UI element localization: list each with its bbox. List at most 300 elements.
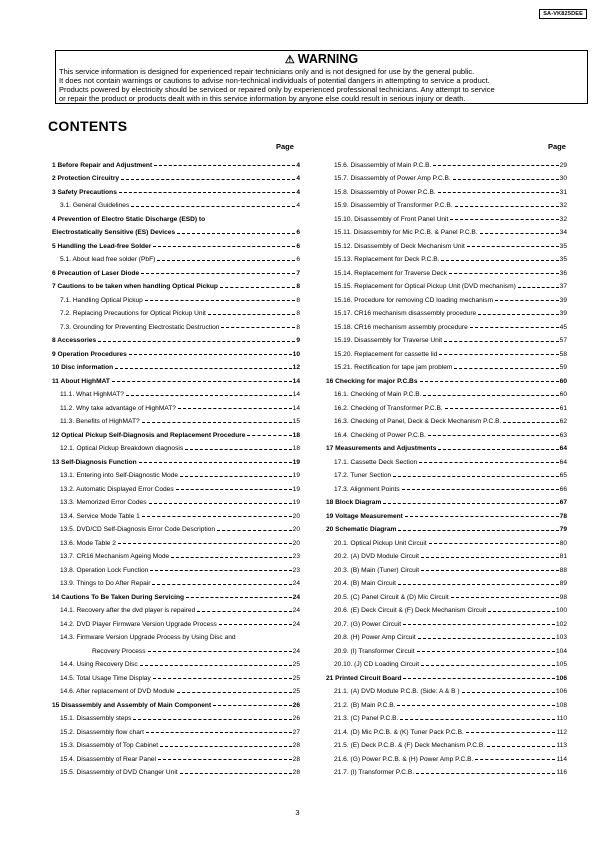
toc-entry[interactable] [52,371,300,385]
toc-leader [398,530,558,531]
toc-entry-page: 102 [555,620,567,628]
toc-entry[interactable] [52,655,300,669]
toc-entry-title: 12 Optical Pickup Self-Diagnosis and Replacement Procedure [52,431,246,439]
toc-entry-title: 20.3. (B) Main (Tuner) Circuit [334,566,420,574]
toc-leader [421,570,559,571]
toc-entry[interactable] [326,547,567,561]
toc-entry-page: 29 [559,161,567,169]
toc-entry-title: 10 Disc information [52,364,114,371]
toc-leader [115,368,291,369]
toc-entry[interactable] [326,263,567,277]
warning-box [55,50,588,104]
toc-leader [495,300,559,301]
toc-entry-title: 15 Disassembly and Assembly of Main Component [52,701,212,709]
toc-entry-title: 17.2. Tuner Section [334,472,392,479]
toc-entry[interactable] [326,722,567,736]
toc-leader [133,719,291,720]
toc-entry-page: 15 [292,418,300,425]
toc-left-column [52,155,300,776]
toc-entry[interactable] [52,493,300,507]
toc-entry[interactable] [326,736,567,750]
toc-entry-title: 21.3. (C) Panel P.C.B. [334,715,399,722]
page-header-left: Page [276,142,294,151]
toc-entry-page: 35 [559,242,567,250]
toc-entry[interactable] [52,196,300,210]
toc-leader [219,624,292,625]
toc-entry[interactable] [52,277,300,291]
toc-leader [98,341,295,342]
toc-entry-page: 57 [559,337,567,344]
toc-entry-title: 21.2. (B) Main P.C.B. [334,701,396,709]
toc-entry[interactable] [52,668,300,682]
toc-leader [177,233,295,234]
toc-entry-page: 6 [296,229,300,236]
toc-entry-title: 15.2. Disassembly flow chart [60,728,144,736]
toc-leader [180,476,292,477]
toc-entry-page: 8 [296,296,300,304]
toc-entry[interactable] [326,155,567,169]
toc-leader [157,260,295,261]
toc-entry-title: 15.1. Disassembly steps [60,715,132,722]
toc-entry[interactable] [52,520,300,534]
toc-entry-page: 19 [292,499,300,506]
toc-leader [383,503,558,504]
toc-entry-title: Recovery Process [92,647,146,655]
toc-entry[interactable] [326,290,567,304]
toc-entry[interactable] [52,587,300,601]
toc-leader [213,705,292,706]
toc-entry[interactable] [326,236,567,250]
warning-line: or repair the product or products dealt with in this service information by anyone else could result in serious injury or death. [59,94,466,103]
toc-entry[interactable] [52,533,300,547]
toc-entry-page: 23 [292,553,300,560]
toc-entry[interactable] [52,682,300,696]
toc-leader [450,219,558,220]
toc-entry[interactable] [52,317,300,331]
toc-entry[interactable] [326,169,567,183]
toc-entry-title: 13.9. Things to Do After Repair [60,580,151,587]
toc-leader [423,395,558,396]
toc-entry-title: 14.6. After replacement of DVD Module [60,688,175,695]
toc-leader [150,570,291,571]
toc-entry-page: 60 [559,391,567,398]
toc-leader [131,206,295,207]
toc-entry-title: 2 Protection Circuitry [52,175,120,182]
toc-entry[interactable] [326,182,567,196]
toc-leader [402,489,559,490]
toc-leader [403,678,555,679]
toc-entry[interactable] [52,155,300,169]
toc-entry[interactable] [326,709,567,723]
toc-entry[interactable] [326,587,567,601]
toc-entry-title: 15.17. CR16 mechanism disassembly procedure [334,310,477,317]
toc-entry-page: 78 [559,512,567,520]
toc-entry-page: 64 [559,458,567,466]
toc-entry[interactable] [326,452,567,466]
toc-entry[interactable] [52,452,300,466]
toc-leader [142,516,292,517]
toc-entry[interactable] [52,385,300,399]
toc-entry-page: 10 [292,350,300,358]
toc-leader [145,300,295,301]
toc-entry-page: 20 [292,526,300,533]
toc-entry[interactable] [326,331,567,345]
toc-entry[interactable] [326,574,567,588]
toc-entry-title: 15.9. Disassembly of Transformer P.C.B. [334,202,453,209]
toc-entry-title: 17.1. Cassette Deck Section [334,458,418,466]
toc-entry-page: 26 [292,715,300,722]
toc-entry[interactable] [326,749,567,763]
toc-entry[interactable] [326,601,567,615]
toc-entry[interactable] [52,439,300,453]
toc-entry-title: 21.7. (I) Transformer P.C.B. [334,769,415,776]
toc-entry-page: 67 [559,499,567,506]
toc-entry[interactable] [326,641,567,655]
toc-entry-title: 15.5. Disassembly of DVD Changer Unit [60,769,178,776]
toc-entry-title: 21 Printed Circuit Board [326,674,402,682]
toc-entry-title: 16.2. Checking of Transformer P.C.B. [334,404,443,412]
toc-entry[interactable] [326,209,567,223]
toc-entry-title: 3.1. General Guidelines [60,202,130,209]
toc-entry-title: 15.10. Disassembly of Front Panel Unit [334,215,449,223]
toc-entry[interactable] [326,479,567,493]
toc-entry-title: 15.20. Replacement for cassette lid [334,350,438,358]
toc-entry-page: 98 [559,593,567,601]
toc-entry-page: 32 [559,202,567,209]
toc-entry[interactable] [52,250,300,264]
toc-entry-page: 103 [555,634,567,641]
toc-entry[interactable] [52,209,300,223]
toc-leader [470,327,559,328]
toc-entry-page: 110 [556,715,567,722]
toc-leader [153,678,292,679]
toc-entry-title: 15.12. Disassembly of Deck Mechanism Unit [334,242,465,250]
warning-triangle-icon: ⚠ [284,54,295,66]
toc-entry[interactable] [326,628,567,642]
toc-leader [403,624,555,625]
toc-entry-title: 15.4. Disassembly of Rear Panel [60,755,157,763]
toc-entry[interactable] [52,466,300,480]
toc-leader [119,192,295,193]
toc-entry-title: 14.2. DVD Player Firmware Version Upgrade Process [60,620,217,628]
toc-leader [153,246,295,247]
toc-entry-title: 4 Prevention of Electro Static Discharge (ESD) to [52,215,206,223]
toc-entry-title: 15.21. Rectification for tape jam problem [334,364,453,371]
toc-entry-title: 21.6. (G) Power P.C.B. & (H) Power Amp P.C.B. [334,755,474,763]
toc-entry-title: 20.10. (J) CD Loading Circuit [334,661,420,668]
toc-leader [429,543,559,544]
toc-leader [400,719,555,720]
toc-leader [118,543,292,544]
toc-entry-page: 7 [296,269,300,277]
toc-entry[interactable] [326,412,567,426]
toc-entry-page: 18 [292,445,300,452]
toc-entry[interactable] [52,722,300,736]
toc-entry-title: 20.8. (H) Power Amp Circuit [334,634,416,641]
toc-entry-page: 28 [292,755,300,763]
toc-entry-page: 39 [559,296,567,304]
toc-entry-page: 19 [292,458,300,466]
toc-entry-page: 24 [292,580,300,587]
toc-entry-page: 37 [559,283,567,290]
toc-entry[interactable] [326,668,567,682]
toc-leader [186,597,292,598]
toc-leader [462,692,555,693]
toc-leader [129,354,292,355]
toc-entry-page: 12 [292,364,300,371]
toc-entry-title: 17 Measurements and Adjustments [326,445,437,452]
toc-entry-page: 89 [559,580,567,587]
toc-entry-title: 15.6. Disassembly of Main P.C.B. [334,161,432,169]
toc-entry-title: 16.3. Checking of Panel, Deck & Deck Mechanism P.C.B. [334,418,502,425]
toc-leader [441,260,558,261]
toc-entry-title: 15.16. Procedure for removing CD loading mechanism [334,296,494,304]
toc-entry[interactable] [326,250,567,264]
toc-leader [126,395,292,396]
toc-entry-page: 116 [556,769,567,776]
toc-entry[interactable] [52,506,300,520]
toc-entry[interactable] [52,223,300,237]
toc-leader [112,381,292,382]
toc-entry-title: 20.5. (C) Panel Circuit & (D) Mic Circuit [334,593,449,601]
toc-leader [177,692,292,693]
toc-leader [180,773,292,774]
toc-leader [141,273,295,274]
toc-entry-title: 15.3. Disassembly of Top Cabinet [60,742,159,749]
toc-entry-title: 15.15. Replacement for Optical Pickup Unit (DVD mechanism) [334,283,516,290]
toc-entry-page: 8 [296,310,300,317]
toc-leader [451,597,559,598]
warning-title [56,52,587,67]
toc-entry[interactable] [326,358,567,372]
toc-entry[interactable] [52,344,300,358]
toc-entry-title: 20.2. (A) DVD Module Circuit [334,553,420,560]
toc-entry[interactable] [326,466,567,480]
toc-entry-title: 13.2. Automatic Displayed Error Codes [60,485,174,493]
toc-entry[interactable] [326,304,567,318]
toc-entry[interactable] [326,385,567,399]
toc-entry-page: 25 [292,661,300,668]
toc-entry[interactable] [52,412,300,426]
toc-entry-title: 16.4. Checking of Power P.C.B. [334,431,426,439]
toc-entry-title: 14 Cautions To Be Taken During Servicing [52,593,185,601]
toc-entry[interactable] [52,304,300,318]
toc-entry[interactable] [326,614,567,628]
toc-entry[interactable] [52,425,300,439]
toc-leader [178,408,292,409]
toc-leader [158,759,292,760]
warning-line: This service information is designed for experienced repair technicians only and is not designed for use by the general public. [59,67,475,76]
toc-entry-page: 61 [559,404,567,412]
toc-leader [438,192,559,193]
toc-entry-page: 8 [296,323,300,331]
toc-leader [397,705,555,706]
toc-entry[interactable] [52,358,300,372]
toc-leader [217,530,292,531]
toc-entry[interactable] [52,263,300,277]
page-header-right: Page [548,142,566,151]
toc-entry-page: 20 [292,539,300,547]
toc-entry-page: 80 [559,539,567,547]
toc-entry-title: 20.7. (G) Power Circuit [334,620,402,628]
toc-entry[interactable] [52,182,300,196]
toc-entry[interactable] [52,169,300,183]
toc-entry[interactable] [52,736,300,750]
toc-entry[interactable] [52,601,300,615]
toc-entry-page: 108 [555,701,567,709]
toc-entry[interactable] [52,614,300,628]
toc-entry[interactable] [326,196,567,210]
toc-entry[interactable] [326,493,567,507]
toc-entry[interactable] [326,439,567,453]
toc-entry-title: 17.3. Alignment Points [334,485,400,493]
toc-entry-page: 4 [296,202,300,209]
toc-entry-title: 19 Voltage Measurement [326,512,403,520]
toc-leader [197,611,291,612]
toc-entry-title: 13.7. CR16 Mechanism Ageing Mode [60,553,170,560]
toc-entry[interactable] [52,574,300,588]
toc-entry[interactable] [326,344,567,358]
toc-entry-page: 34 [559,229,567,236]
toc-entry-page: 59 [559,364,567,371]
toc-entry-title: 15.18. CR16 mechanism assembly procedure [334,323,468,331]
toc-entry[interactable] [326,277,567,291]
warning-line: Products powered by electricity should be serviced or repaired only by experienced professional technicians. Any attempt to service [59,85,495,94]
toc-entry-page: 24 [292,647,300,655]
toc-entry-page: 36 [559,269,567,277]
toc-entry[interactable] [52,763,300,777]
toc-entry-title: 9 Operation Procedures [52,350,127,358]
toc-entry[interactable] [326,695,567,709]
toc-entry-title: 8 Accessories [52,337,97,344]
toc-entry-title: 20 Schematic Diagram [326,526,397,533]
toc-entry[interactable] [52,709,300,723]
toc-entry-title: 16 Checking for major P.C.Bs [326,377,418,385]
toc-entry-title: 15.19. Disassembly for Traverse Unit [334,337,443,344]
toc-entry-page: 14 [292,391,300,398]
toc-entry-title: 20.9. (I) Transformer Circuit [334,647,415,655]
toc-leader [139,462,292,463]
toc-entry-page: 14 [292,377,300,385]
toc-entry[interactable] [326,655,567,669]
toc-entry-title: 6 Precaution of Laser Diode [52,269,140,277]
model-number: SA-VK825DEE [539,9,587,19]
toc-entry-title: 21.5. (E) Deck P.C.B. & (F) Deck Mechanism P.C.B. [334,742,486,749]
toc-entry-title: 13.3. Memorized Error Codes [60,499,147,506]
toc-entry-page: 32 [559,215,567,223]
toc-entry[interactable] [52,236,300,250]
toc-entry-page: 4 [296,175,300,182]
toc-entry-page: 20 [292,512,300,520]
toc-entry-page: 112 [556,728,567,736]
toc-entry-title: 7 Cautions to be taken when handling Optical Pickup [52,283,218,290]
toc-entry[interactable] [326,425,567,439]
toc-leader [466,732,556,733]
toc-leader [433,165,558,166]
toc-entry[interactable] [52,398,300,412]
toc-entry-title: 7.3. Grounding for Preventing Electrostatic Destruction [60,323,220,331]
toc-entry-page: 113 [556,742,567,749]
toc-entry-page: 66 [559,485,567,493]
toc-leader [445,408,559,409]
toc-entry[interactable] [52,479,300,493]
toc-entry-page: 19 [292,485,300,493]
toc-entry[interactable] [52,628,300,642]
toc-entry[interactable] [52,547,300,561]
toc-leader [142,422,292,423]
toc-leader [421,665,555,666]
toc-entry[interactable] [326,371,567,385]
toc-entry-page: 25 [292,688,300,695]
toc-entry-page: 4 [296,161,300,169]
toc-entry[interactable] [326,560,567,574]
toc-entry-title: 14.1. Recovery after the dvd player is repaired [60,607,196,614]
toc-entry[interactable] [52,695,300,709]
toc-entry-title: 14.4. Using Recovery Disc [60,661,138,668]
toc-entry-page: 19 [292,472,300,479]
toc-entry[interactable] [52,749,300,763]
toc-leader [160,746,292,747]
toc-leader [475,759,555,760]
toc-entry[interactable] [52,331,300,345]
toc-leader [417,651,555,652]
toc-entry[interactable] [326,506,567,520]
toc-leader [467,246,559,247]
toc-entry-page: 28 [292,769,300,776]
toc-entry-page: 27 [292,728,300,736]
toc-leader [453,179,559,180]
toc-entry[interactable] [326,763,567,777]
toc-leader [220,287,295,288]
toc-entry-title: 3 Safety Precautions [52,188,117,196]
toc-entry[interactable] [326,223,567,237]
toc-entry-page: 106 [555,674,567,682]
toc-entry-title: 15.8. Disassembly of Power P.C.B. [334,188,436,196]
toc-leader [146,732,292,733]
toc-entry[interactable] [52,290,300,304]
toc-entry-page: 24 [292,620,300,628]
toc-entry-title: 13.5. DVD/CD Self-Diagnosis Error Code Description [60,526,216,533]
toc-entry[interactable] [326,520,567,534]
toc-leader [444,341,559,342]
toc-leader [416,773,555,774]
toc-entry-page: 28 [292,742,300,749]
contents-title: CONTENTS [48,118,128,134]
toc-leader [518,287,559,288]
toc-entry-page: 60 [559,377,567,385]
toc-leader [478,314,558,315]
toc-entry-title: 1 Before Repair and Adjustment [52,161,153,169]
toc-leader [503,422,558,423]
toc-entry-title: 20.6. (E) Deck Circuit & (F) Deck Mechanism Circuit [334,607,487,614]
toc-entry-title: 13.6. Mode Table 2 [60,539,116,547]
toc-leader [185,449,292,450]
toc-entry-page: 114 [556,755,567,763]
toc-leader [171,557,291,558]
page-number: 3 [295,808,300,817]
warning-title-text: WARNING [297,52,359,66]
toc-entry[interactable] [326,533,567,547]
toc-entry-title: 11 About HighMAT [52,377,110,385]
toc-entry-title: 13.1. Entering into Self-Diagnostic Mode [60,472,179,479]
toc-leader [247,435,291,436]
toc-entry[interactable] [326,682,567,696]
toc-entry-title: 7.1. Handling Optical Pickup [60,296,143,304]
toc-entry[interactable] [52,641,300,655]
toc-entry[interactable] [52,560,300,574]
toc-entry[interactable] [326,317,567,331]
toc-entry[interactable] [326,398,567,412]
